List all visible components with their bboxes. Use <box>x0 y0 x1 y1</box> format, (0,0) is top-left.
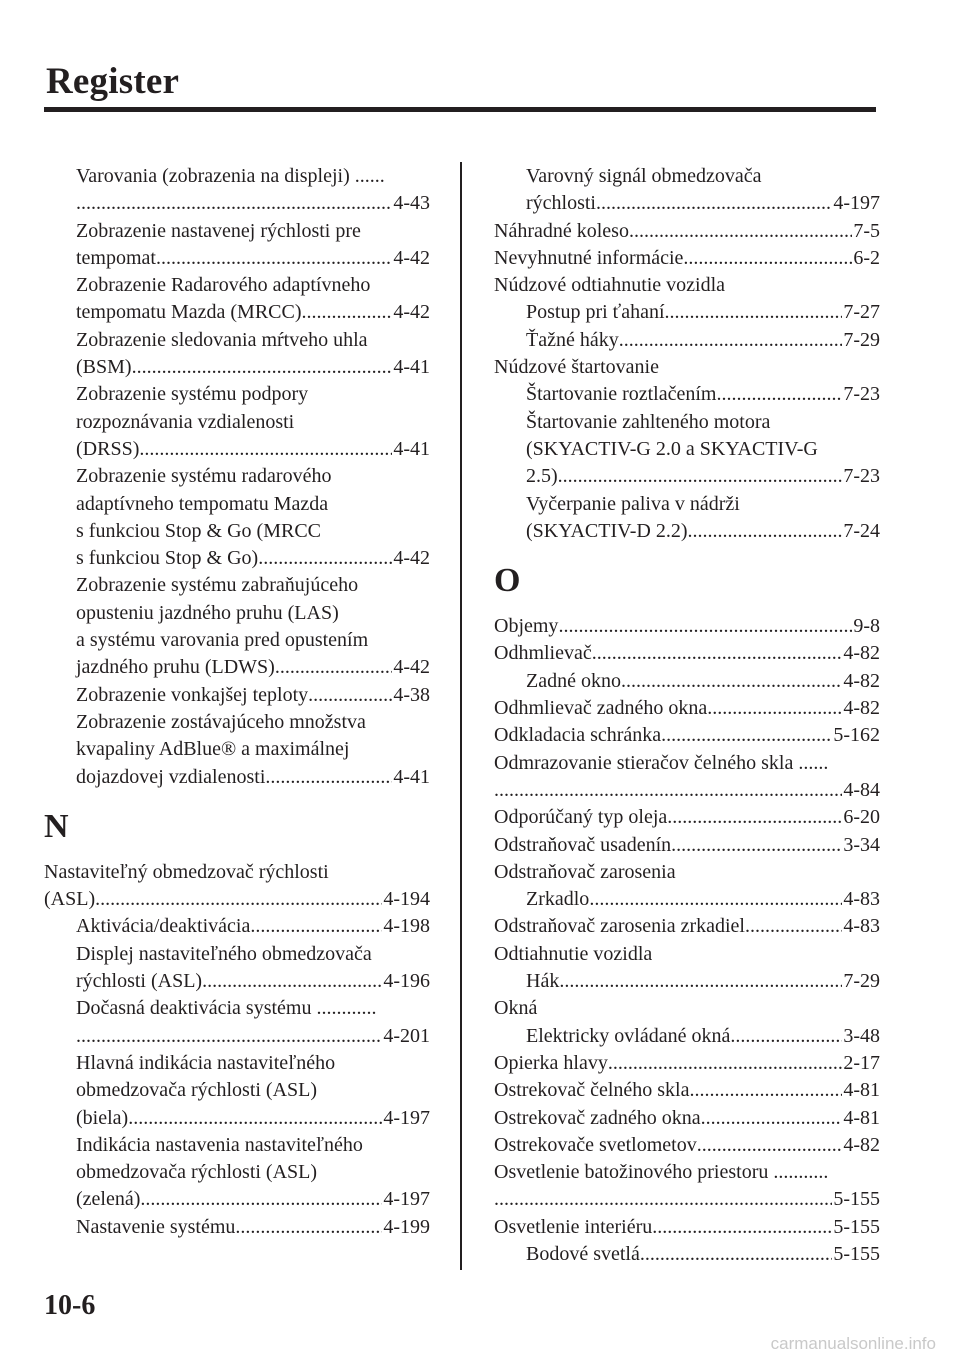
index-entry: Zobrazenie systému zabraňujúceho <box>76 574 359 597</box>
index-entry: Zobrazenie zostávajúceho množstva <box>76 710 366 733</box>
index-entry <box>494 640 880 667</box>
index-entry-label: Elektricky ovládané okná <box>526 1024 731 1047</box>
index-entry-label: 2.5) <box>526 465 558 488</box>
header-rule <box>44 107 876 112</box>
index-entry-label: Aktivácia/deaktivácia <box>76 915 251 938</box>
index-entry-label: tempomatu Mazda (MRCC) <box>76 301 302 324</box>
index-entry-page: 4-42 <box>393 301 430 324</box>
index-entry-label: (ASL) <box>44 888 96 911</box>
index-entry-page: 4-201 <box>383 1024 430 1047</box>
index-entry <box>494 518 880 545</box>
index-entry <box>494 1214 880 1241</box>
index-entry <box>494 722 880 749</box>
index-entry: s funkciou Stop & Go (MRCC <box>76 519 322 542</box>
index-entry-label: Odhmlievač zadného okna <box>494 697 708 720</box>
index-entry: Osvetlenie batožinového priestoru ........... <box>494 1161 829 1184</box>
index-entry <box>494 668 880 695</box>
index-entry-page: 4-82 <box>843 669 880 692</box>
index-entry-label: (SKYACTIV-D 2.2) <box>526 519 688 542</box>
index-entry-label: s funkciou Stop & Go) <box>76 547 259 570</box>
index-entry-page: 4-82 <box>843 642 880 665</box>
index-entry <box>44 968 430 995</box>
index-entry <box>494 804 880 831</box>
index-entry: Štartovanie zahlteného motora <box>526 410 771 433</box>
index-entry: kvapaliny AdBlue® a maximálnej <box>76 738 350 761</box>
dot-leader <box>716 381 842 408</box>
index-entry <box>44 354 430 381</box>
index-entry <box>44 764 430 791</box>
index-entry-page: 5-155 <box>833 1242 880 1265</box>
index-entry-page: 4-83 <box>843 915 880 938</box>
dot-leader <box>139 436 392 463</box>
index-entry: Varovný signál obmedzovača <box>526 165 762 187</box>
index-entry <box>44 682 430 709</box>
index-entry <box>44 436 430 463</box>
index-entry-page: 4-42 <box>393 656 430 679</box>
index-entry <box>494 968 880 995</box>
dot-leader <box>629 218 852 245</box>
index-entry-page: 4-197 <box>383 1188 430 1211</box>
index-entry <box>494 1050 880 1077</box>
index-entry <box>494 777 880 804</box>
index-entry-label: (zelená) <box>76 1188 141 1211</box>
dot-leader <box>701 1105 843 1132</box>
index-entry-page: 7-29 <box>843 970 880 993</box>
index-entry: Odmrazovanie stieračov čelného skla ...... <box>494 751 829 774</box>
index-entry-label: Zrkadlo <box>526 888 590 911</box>
index-entry-label: Bodové svetlá <box>526 1242 640 1265</box>
index-entry-page: 4-42 <box>393 547 430 570</box>
dot-leader <box>132 354 393 381</box>
index-entry <box>494 1186 880 1213</box>
dot-leader <box>302 299 393 326</box>
index-entry <box>494 886 880 913</box>
dot-leader <box>665 299 843 326</box>
index-entry <box>44 913 430 940</box>
dot-leader <box>308 682 392 709</box>
index-column-right <box>494 163 880 1268</box>
index-entry-page: 6-20 <box>843 806 880 829</box>
dot-leader <box>76 190 392 217</box>
index-entry: Hlavná indikácia nastaviteľného <box>76 1051 336 1074</box>
index-entry: Odstraňovač zarosenia <box>494 860 676 883</box>
dot-leader <box>592 640 843 667</box>
dot-leader <box>128 1105 382 1132</box>
index-entry-page: 7-23 <box>843 465 880 488</box>
dot-leader <box>589 886 842 913</box>
dot-leader <box>689 1077 842 1104</box>
index-column-left <box>44 163 430 1241</box>
dot-leader <box>275 654 393 681</box>
index-entry-label: rýchlosti (ASL) <box>76 970 203 993</box>
index-entry-label: Zobrazenie vonkajšej teploty <box>76 683 309 706</box>
dot-leader <box>745 913 842 940</box>
index-entry-page: 2-17 <box>843 1051 880 1074</box>
index-entry <box>494 832 880 859</box>
dot-leader <box>140 1186 382 1213</box>
watermark: carmanualsonline.info <box>770 1334 936 1353</box>
index-entry: a systému varovania pred opustením <box>76 629 369 652</box>
index-entry-label: Hák <box>526 970 560 993</box>
index-entry-label: Štartovanie roztlačením <box>526 383 717 406</box>
index-entry-label: Nevyhnutné informácie <box>494 246 684 269</box>
dot-leader <box>235 1214 382 1241</box>
index-entry: Displej nastaviteľného obmedzovača <box>76 942 372 965</box>
index-entry-page: 4-42 <box>393 246 430 269</box>
index-entry <box>494 695 880 722</box>
dot-leader <box>667 804 842 831</box>
index-entry-page: 7-5 <box>853 219 880 242</box>
dot-leader <box>258 545 392 572</box>
index-entry-page: 7-27 <box>843 301 880 324</box>
index-entry-label: tempomat <box>76 246 156 269</box>
page-title: Register <box>46 61 180 102</box>
index-entry: obmedzovača rýchlosti (ASL) <box>76 1079 318 1102</box>
index-entry <box>44 1186 430 1213</box>
index-entry-label: (DRSS) <box>76 437 140 460</box>
section-letter: O <box>494 562 521 600</box>
index-entry-page: 4-197 <box>833 192 880 215</box>
dot-leader <box>697 1132 843 1159</box>
dot-leader <box>640 1241 832 1268</box>
index-entry-label: (biela) <box>76 1106 129 1129</box>
index-entry-page: 4-81 <box>843 1106 880 1129</box>
index-entry <box>44 245 430 272</box>
index-entry-label: Objemy <box>494 615 559 638</box>
index-entry <box>494 218 880 245</box>
dot-leader <box>671 832 842 859</box>
dot-leader <box>494 1186 832 1213</box>
dot-leader <box>76 1023 382 1050</box>
dot-leader <box>596 190 832 217</box>
index-entry-label: Nastavenie systému <box>76 1215 236 1238</box>
index-entry: Zobrazenie Radarového adaptívneho <box>76 274 371 297</box>
column-divider <box>460 162 462 1270</box>
index-entry: Okná <box>494 997 538 1020</box>
index-entry: Zobrazenie nastavenej rýchlosti pre <box>76 219 361 242</box>
index-entry: Varovania (zobrazenia na displeji) ...... <box>76 165 385 187</box>
index-entry-page: 7-24 <box>843 519 880 542</box>
index-entry <box>494 1023 880 1050</box>
index-entry <box>494 327 880 354</box>
index-entry: Núdzové odtiahnutie vozidla <box>494 274 726 297</box>
dot-leader <box>661 722 832 749</box>
dot-leader <box>156 245 392 272</box>
index-entry <box>44 190 430 217</box>
dot-leader <box>621 668 842 695</box>
index-entry <box>44 886 430 913</box>
index-entry-page: 4-199 <box>383 1215 430 1238</box>
index-entry-page: 4-197 <box>383 1106 430 1129</box>
index-entry <box>494 190 880 217</box>
index-entry <box>494 245 880 272</box>
index-entry <box>494 381 880 408</box>
dot-leader <box>683 245 852 272</box>
index-entry <box>494 1241 880 1268</box>
index-entry <box>494 1077 880 1104</box>
index-entry-label: Odstraňovač usadenín <box>494 833 672 856</box>
dot-leader <box>619 327 843 354</box>
index-entry-label: Odhmlievač <box>494 642 592 665</box>
index-entry-page: 4-84 <box>843 778 880 801</box>
index-entry-page: 9-8 <box>853 615 880 638</box>
index-entry-page: 4-83 <box>843 888 880 911</box>
index-entry <box>494 1132 880 1159</box>
index-entry <box>44 299 430 326</box>
index-entry: Nastaviteľný obmedzovač rýchlosti <box>44 860 329 883</box>
index-entry-page: 5-162 <box>833 724 880 747</box>
index-entry-page: 4-41 <box>393 437 430 460</box>
section-letter: N <box>44 807 69 845</box>
index-entry-label: Ostrekovač čelného skla <box>494 1079 690 1102</box>
index-entry <box>494 463 880 490</box>
dot-leader <box>687 518 842 545</box>
index-entry-page: 4-196 <box>383 970 430 993</box>
index-entry: (SKYACTIV-G 2.0 a SKYACTIV-G <box>526 437 818 460</box>
index-entry-page: 5-155 <box>833 1188 880 1211</box>
index-entry-page: 6-2 <box>853 246 880 269</box>
index-entry-page: 4-82 <box>843 697 880 720</box>
index-entry-page: 4-81 <box>843 1079 880 1102</box>
index-entry-page: 4-38 <box>393 683 430 706</box>
index-entry: Odtiahnutie vozidla <box>494 942 653 965</box>
index-entry-page: 4-41 <box>393 356 430 379</box>
page-number: 10-6 <box>44 1290 96 1321</box>
index-entry-page: 4-194 <box>383 888 430 911</box>
dot-leader <box>707 695 842 722</box>
dot-leader <box>265 764 392 791</box>
index-entry-label: (BSM) <box>76 356 132 379</box>
index-entry-label: Opierka hlavy <box>494 1051 608 1074</box>
dot-leader <box>608 1050 842 1077</box>
index-entry-page: 3-48 <box>843 1024 880 1047</box>
index-entry-label: dojazdovej vzdialenosti <box>76 765 266 788</box>
index-entry: Zobrazenie systému podpory <box>76 383 309 406</box>
index-entry: adaptívneho tempomatu Mazda <box>76 492 329 515</box>
index-entry-page: 4-41 <box>393 765 430 788</box>
index-entry <box>44 1105 430 1132</box>
index-entry-label: Náhradné koleso <box>494 219 629 242</box>
index-entry: Zobrazenie systému radarového <box>76 465 332 488</box>
dot-leader <box>559 968 842 995</box>
dot-leader <box>730 1023 842 1050</box>
index-entry-label: Odstraňovač zarosenia zrkadiel <box>494 915 745 938</box>
index-entry-label: Ťažné háky <box>526 328 619 351</box>
index-entry: Zobrazenie sledovania mŕtveho uhla <box>76 328 368 351</box>
index-entry-label: Ostrekovač zadného okna <box>494 1106 701 1129</box>
index-entry-label: Zadné okno <box>526 669 621 692</box>
index-entry: Dočasná deaktivácia systému ............ <box>76 997 377 1020</box>
index-entry-page: 4-198 <box>383 915 430 938</box>
index-entry-page: 5-155 <box>833 1215 880 1238</box>
dot-leader <box>95 886 382 913</box>
index-entry-page: 4-82 <box>843 1133 880 1156</box>
index-entry <box>494 613 880 640</box>
dot-leader <box>250 913 382 940</box>
dot-leader <box>558 613 852 640</box>
index-entry: Núdzové štartovanie <box>494 356 659 379</box>
index-entry-page: 7-29 <box>843 328 880 351</box>
index-entry-label: Postup pri ťahaní <box>526 301 665 324</box>
index-entry <box>494 299 880 326</box>
index-entry: opusteniu jazdného pruhu (LAS) <box>76 601 339 624</box>
index-entry: Indikácia nastavenia nastaviteľného <box>76 1133 363 1156</box>
index-entry: Vyčerpanie paliva v nádrži <box>526 492 740 515</box>
index-entry-page: 3-34 <box>843 833 880 856</box>
index-entry <box>494 913 880 940</box>
index-entry-label: Osvetlenie interiéru <box>494 1215 653 1238</box>
index-entry-label: jazdného pruhu (LDWS) <box>76 656 275 679</box>
index-entry <box>44 545 430 572</box>
index-entry-label: Odporúčaný typ oleja <box>494 806 668 829</box>
dot-leader <box>494 777 842 804</box>
index-entry-label: Odkladacia schránka <box>494 724 662 747</box>
index-entry <box>44 654 430 681</box>
index-entry-label: Ostrekovače svetlometov <box>494 1133 697 1156</box>
index-entry <box>44 1023 430 1050</box>
index-entry: rozpoznávania vzdialenosti <box>76 410 295 433</box>
index-entry-page: 7-23 <box>843 383 880 406</box>
dot-leader <box>558 463 843 490</box>
dot-leader <box>202 968 382 995</box>
index-entry: obmedzovača rýchlosti (ASL) <box>76 1161 318 1184</box>
dot-leader <box>652 1214 832 1241</box>
index-entry-label: rýchlosti <box>526 192 596 215</box>
index-entry <box>44 1214 430 1241</box>
index-entry <box>494 1105 880 1132</box>
index-entry-page: 4-43 <box>393 192 430 215</box>
